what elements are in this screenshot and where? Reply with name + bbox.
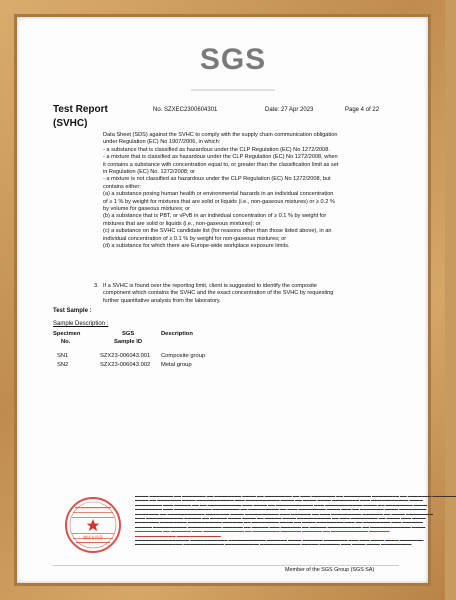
header-specimen: Specimen (53, 331, 81, 337)
body-line: - a substance that is classified as hazardous under the CLP Regulation (EC) No 1272/2008. (103, 146, 330, 153)
svhc-body-text (103, 132, 403, 251)
sgs-logo-text: SGS (199, 43, 267, 76)
item-3-line: If a SVHC is found over the reporting limit, client is suggested to identify the composite (103, 283, 317, 289)
body-line: in Regulation (EC) No. 1272/2008; or (103, 169, 196, 176)
report-number: No. SZXEC2300604301 (153, 107, 218, 113)
sample-description-label: Sample Description : (53, 321, 109, 327)
table-cell-description: Metal group (161, 362, 192, 368)
item-3-line: component which contains the SVHC and the exact concentration of the SVHC by requesting (103, 290, 334, 297)
body-line: under Regulation (EC) No 1907/2006, in which: (103, 139, 221, 146)
table-cell-specimen: SN2 (57, 362, 69, 368)
body-line: (b) a substance that is PBT, or vPvB in an individual concentration of ≥ 0.1 % by weight for (103, 213, 327, 220)
footer-divider (53, 565, 399, 566)
body-line: mixtures that are solid or liquids (i.e., non-gaseous mixtures); or (103, 220, 261, 227)
header-sgs: SGS (122, 331, 135, 337)
body-line: - a mixture is not classified as hazardous under the CLP Regulation (EC) No 1272/2008, but (103, 176, 331, 183)
sgs-member-statement: Member of the SGS Group (SGS SA) (285, 567, 375, 573)
table-cell-sample-id: SZX23-006043.002 (100, 362, 151, 368)
body-line: (d) a substance for which there are Europe-wide workplace exposure limits. (103, 243, 290, 250)
page-number: Page 4 of 22 (345, 107, 380, 113)
table-cell-specimen: SN1 (57, 353, 69, 359)
test-seal-stamp (63, 495, 123, 555)
item-3-line: further quantitative analysis from the laboratory. (103, 297, 221, 304)
body-line: (a) a substance posing human health or environmental hazards in an individual concentration (103, 191, 334, 198)
seal-text: 测试专用章 (83, 535, 103, 540)
body-line: (c) a substance on the SVHC candidate list (for reasons other than those listed above), in an (103, 228, 332, 235)
report-title: Test Report (53, 104, 108, 115)
body-line: individual concentration of ≥ 0.1 % by weight for non-gaseous mixtures; or (103, 235, 287, 242)
body-line: Data Sheet (SDS) against the SVHC to comply with the supply chain communication obligation (103, 132, 338, 138)
body-line: it contains a substance with concentration equal to, or greater than the classification limit as set (103, 161, 339, 168)
body-line: contains either: (103, 183, 141, 190)
body-line: - a mixture that is classified as hazardous under the CLP Regulation (EC) No 1272/2008, when (103, 154, 338, 161)
report-subtitle: (SVHC) (53, 118, 88, 129)
table-cell-description: Composite group (161, 353, 206, 359)
test-sample-label: Test Sample : (53, 308, 92, 314)
item-3-number: 3. (94, 283, 99, 289)
report-page (17, 17, 456, 583)
legal-fine-print: ▬▬▬▬ ▬▬▬▬▬▬▬ ▬▬ ▬▬▬▬▬▬▬ ▬▬ ▬▬▬▬▬▬▬▬ ▬▬▬▬ ▬▬ ▬▬▬▬▬▬▬▬ ▬▬ ▬▬▬ ▬▬▬▬▬▬▬ ▬▬ ▬▬▬▬▬▬▬▬ ▬▬▬▬▬▬▬▬ ▬▬ ▬▬▬▬▬▬▬ ▬▬▬▬▬▬▬ ▬▬▬▬ ▬▬ ▬▬▬▬▬▬▬ ▬▬▬▬ ▬▬▬▬▬▬▬▬▬▬▬ ▬▬▬ ▬▬▬▬▬▬▬▬▬▬ ▬▬▬▬ ▬▬ ▬▬▬▬ ▬▬▬▬ ▬▬▬▬▬▬▬▬ ▬▬▬ ▬▬▬▬▬▬▬▬▬▬▬ ▬▬▬▬ ▬▬▬▬▬▬▬▬ ▬▬▬ ▬▬▬▬▬ ▬▬ ▬▬ ▬▬▬▬▬▬▬▬▬▬ ▬▬▬ ▬▬▬▬ ▬▬ ▬▬▬▬▬▬▬▬▬▬▬ ▬▬▬ ▬▬▬▬▬▬▬▬▬▬▬ ▬▬▬▬ ▬▬ ▬▬▬▬▬▬▬▬ ▬▬▬▬ ▬▬▬▬▬▬▬▬ ▬▬▬ ▬▬▬▬▬▬▬▬▬▬▬ ▬▬▬▬▬▬▬▬ ▬▬ ▬▬▬▬▬▬▬▬▬ ▬▬ ▬▬▬ ▬▬▬▬▬▬▬▬ ▬▬▬▬ ▬▬▬ ▬▬ ▬▬▬▬▬▬▬ ▬▬▬▬ ▬▬▬▬▬▬▬▬ ▬▬▬▬▬▬▬ ▬▬ ▬▬▬▬▬▬▬▬▬▬▬ ▬▬▬▬▬▬▬ ▬▬▬▬ ▬▬▬▬▬▬▬▬▬▬ ▬▬▬ ▬▬▬▬▬▬ ▬▬ ▬▬▬ ▬▬▬▬▬▬▬▬▬ ▬▬▬▬▬▬ ▬▬ ▬▬▬▬ ▬▬▬▬▬▬▬▬ ▬▬▬ ▬▬▬▬▬▬▬▬▬▬▬ ▬▬▬▬▬ ▬▬ ▬▬▬▬▬ ▬▬▬▬ ▬▬▬▬ ▬▬ ▬▬▬▬▬ ▬▬▬▬ ▬▬▬▬▬▬▬▬▬▬ ▬▬ ▬▬▬ ▬▬▬▬▬▬▬▬ ▬▬ ▬▬▬▬ ▬▬▬ ▬▬▬▬ ▬▬▬▬▬▬▬ ▬▬▬▬▬▬▬▬ ▬▬▬▬▬▬▬▬▬▬ ▬▬▬▬▬▬ ▬▬ ▬▬▬▬▬▬▬▬ ▬▬▬▬ ▬▬ ▬▬▬▬ ▬▬▬▬▬▬▬▬ ▬▬▬ ▬▬ ▬▬▬▬▬▬▬▬ ▬▬▬ ▬▬▬▬▬▬ ▬▬▬▬▬ ▬▬▬▬▬▬▬▬▬▬ ▬▬▬▬▬▬▬▬▬▬ ▬▬▬▬▬▬ ▬▬ ▬▬▬▬▬ ▬▬▬ ▬▬▬▬▬▬ ▬▬ ▬▬▬▬▬ ▬▬▬▬▬▬▬▬▬▬ ▬▬ ▬▬▬▬▬▬▬▬▬▬▬▬ ▬▬▬▬ ▬▬▬▬▬▬▬▬ ▬▬ ▬▬▬▬▬▬ ▬▬▬ ▬▬▬▬▬▬▬▬▬▬▬▬ ▬▬ ▬▬▬▬▬▬▬▬ ▬▬▬▬▬▬ ▬▬▬▬▬▬ ▬▬ ▬▬▬▬▬▬▬▬▬▬▬ ▬▬▬▬▬▬ ▬▬▬▬▬▬▬▬▬▬▬▬ ▬▬▬▬▬▬▬▬▬▬▬▬▬ ▬▬▬▬▬▬▬▬▬▬▬▬▬▬▬▬ ▬▬▬▬▬▬▬▬▬▬▬ ▬▬▬▬▬▬▬▬▬▬▬ ▬▬▬▬▬▬ ▬▬▬▬ ▬▬▬▬▬▬ ▬▬▬▬▬▬▬ ▬▬▬ ▬▬▬ ▬▬▬▬ ▬▬▬▬ ▬▬▬▬▬▬▬ ▬▬▬▬▬▬▬▬▬▬▬▬▬▬ ▬▬▬▬▬▬▬▬▬▬▬▬ ▬▬▬▬▬▬▬▬▬▬ ▬▬▬▬▬▬▬▬▬▬▬▬ ▬▬▬▬▬ ▬▬▬▬▬▬ ▬▬▬ ▬▬▬▬ ▬▬▬▬ ▬▬▬▬▬▬▬▬▬ (135, 494, 456, 547)
item-3-text (103, 283, 333, 305)
header-sample-id: Sample ID (114, 339, 143, 345)
body-line: of ≥ 1 % by weight for mixtures that are solid or liquids (i.e., non-gaseous mixtures) or ≥ 0.2 % (103, 198, 335, 205)
table-cell-sample-id: SZX23-006043.001 (100, 353, 151, 359)
sgs-logo (191, 43, 275, 91)
body-line: by volume for gaseous mixtures; or (103, 206, 191, 213)
header-specimen-no: No. (61, 339, 71, 345)
report-date: Date: 27 Apr 2023 (265, 107, 314, 113)
header-description: Description (161, 331, 193, 337)
